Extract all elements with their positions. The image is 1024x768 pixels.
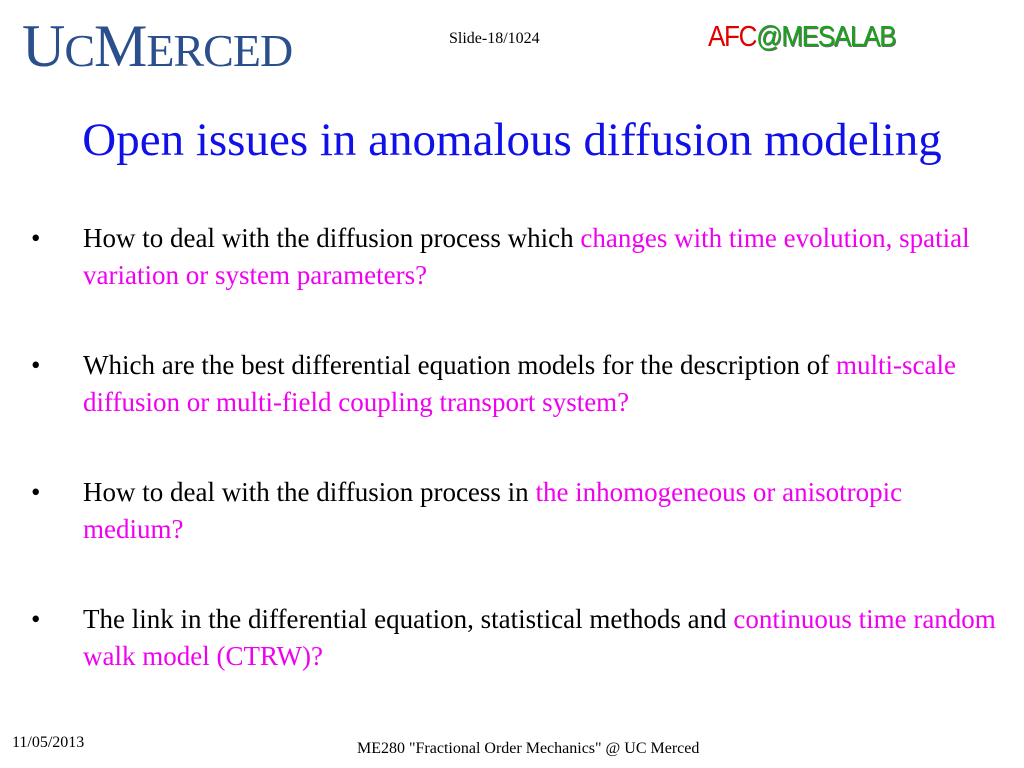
- bullet-marker: •: [31, 350, 41, 380]
- bullet-text: The link in the differential equation, statistical methods and: [83, 604, 734, 634]
- bullet-highlight: the inhomogeneous or anisotropic medium?: [83, 477, 903, 544]
- bullet-marker: •: [31, 223, 41, 253]
- logo-c: C: [64, 25, 95, 76]
- footer-course: ME280 "Fractional Order Mechanics" @ UC Merced: [357, 740, 700, 757]
- bullet-highlight: multi-scale diffusion or multi-field coupling transport system?: [83, 350, 956, 417]
- slide-counter: Slide-18/1024: [449, 30, 540, 47]
- bullet-text: Which are the best differential equation models for the description of: [83, 350, 836, 380]
- bullet-text: How to deal with the diffusion process which: [83, 223, 581, 253]
- bullet-text: How to deal with the diffusion process in: [83, 477, 536, 507]
- bullet-marker: •: [31, 604, 41, 634]
- afc-mesalab-logo: [708, 20, 895, 54]
- bullet-item: [0, 474, 1024, 548]
- bullet-highlight: continuous time random walk model (CTRW)?: [83, 604, 996, 671]
- bullet-list: [0, 220, 1024, 675]
- logo-mesalab-text: @MESALAB: [756, 21, 896, 53]
- bullet-item: [0, 220, 1024, 294]
- bullet-item: [0, 601, 1024, 675]
- slide-title: Open issues in anomalous diffusion modeling: [82, 114, 942, 166]
- logo-afc-text: AFC: [708, 21, 757, 53]
- logo-erced: ERCED: [146, 25, 293, 76]
- logo-m: M: [94, 13, 147, 79]
- bullet-marker: •: [31, 477, 41, 507]
- uc-merced-logo: [22, 14, 292, 83]
- bullet-item: [0, 347, 1024, 421]
- bullet-highlight: changes with time evolution, spatial variation or system parameters?: [83, 223, 970, 290]
- footer-date: 11/05/2013: [12, 734, 85, 751]
- logo-u: U: [22, 13, 65, 79]
